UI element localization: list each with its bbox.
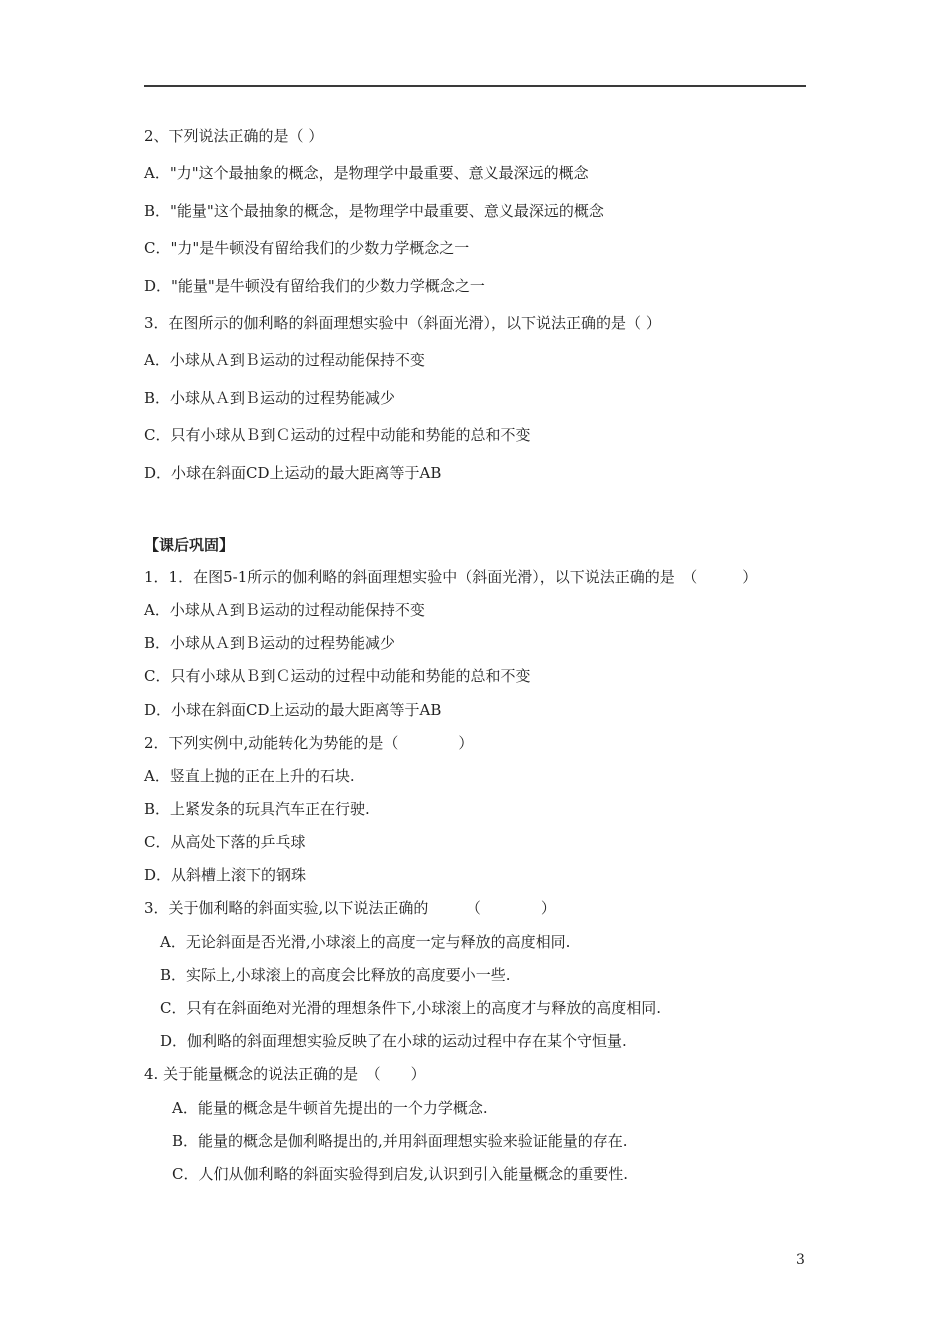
header-rule	[144, 85, 806, 87]
review-question-3-option-a: A．无论斜面是否光滑,小球滚上的高度一定与释放的高度相同.	[160, 933, 571, 951]
question-3-option-b: B．小球从Ａ到Ｂ运动的过程势能减少	[144, 389, 396, 407]
review-question-1-option-b: B．小球从Ａ到Ｂ运动的过程势能减少	[144, 634, 396, 652]
question-2-stem: 2、下列说法正确的是（ ）	[144, 127, 324, 145]
page-number: 3	[796, 1252, 805, 1268]
review-question-1-stem: 1．1．在图5-1所示的伽利略的斜面理想实验中（斜面光滑），以下说法正确的是 （ ）	[144, 568, 758, 586]
section-heading: 【课后巩固】	[144, 536, 235, 554]
review-question-1-option-c: C．只有小球从Ｂ到Ｃ运动的过程中动能和势能的总和不变	[144, 667, 531, 685]
review-question-3-option-c: C．只有在斜面绝对光滑的理想条件下,小球滚上的高度才与释放的高度相同.	[160, 999, 662, 1017]
question-2-option-d: D．"能量"是牛顿没有留给我们的少数力学概念之一	[144, 277, 485, 295]
question-2-option-a: A．"力"这个最抽象的概念，是物理学中最重要、意义最深远的概念	[144, 164, 589, 182]
review-question-3-option-b: B．实际上,小球滚上的高度会比释放的高度要小一些.	[160, 966, 511, 984]
question-2-option-b: B．"能量"这个最抽象的概念，是物理学中最重要、意义最深远的概念	[144, 202, 604, 220]
question-2-option-c: C．"力"是牛顿没有留给我们的少数力学概念之一	[144, 239, 470, 257]
review-question-1-option-d: D．小球在斜面CD上运动的最大距离等于AB	[144, 701, 442, 719]
review-question-4-stem: 4. 关于能量概念的说法正确的是 （ ）	[144, 1065, 426, 1083]
question-3-option-c: C．只有小球从Ｂ到Ｃ运动的过程中动能和势能的总和不变	[144, 426, 531, 444]
review-question-3-option-d: D．伽利略的斜面理想实验反映了在小球的运动过程中存在某个守恒量.	[160, 1032, 627, 1050]
question-3-stem: 3．在图所示的伽利略的斜面理想实验中（斜面光滑），以下说法正确的是（ ）	[144, 314, 661, 332]
review-question-2-option-b: B．上紧发条的玩具汽车正在行驶.	[144, 800, 370, 818]
review-question-2-option-d: D．从斜槽上滚下的钢珠	[144, 866, 307, 884]
review-question-3-stem: 3．关于伽利略的斜面实验,以下说法正确的 （ ）	[144, 899, 556, 917]
review-question-4-option-a: A．能量的概念是牛顿首先提出的一个力学概念.	[172, 1099, 488, 1117]
review-question-2-option-a: A．竖直上抛的正在上升的石块.	[144, 767, 355, 785]
review-question-1-option-a: A．小球从Ａ到Ｂ运动的过程动能保持不变	[144, 601, 425, 619]
review-question-4-option-c: C．人们从伽利略的斜面实验得到启发,认识到引入能量概念的重要性.	[172, 1165, 629, 1183]
review-question-2-option-c: C．从高处下落的乒乓球	[144, 833, 306, 851]
review-question-4-option-b: B．能量的概念是伽利略提出的,并用斜面理想实验来验证能量的存在.	[172, 1132, 628, 1150]
review-question-2-stem: 2．下列实例中,动能转化为势能的是（ ）	[144, 734, 474, 752]
question-3-option-a: A．小球从Ａ到Ｂ运动的过程动能保持不变	[144, 351, 425, 369]
question-3-option-d: D．小球在斜面CD上运动的最大距离等于AB	[144, 464, 442, 482]
